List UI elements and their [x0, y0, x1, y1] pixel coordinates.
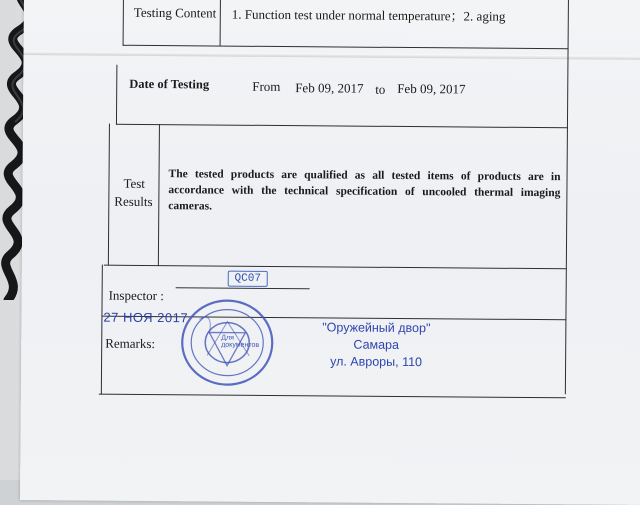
grid-line: [220, 0, 221, 47]
seal-word-1: Для: [221, 334, 234, 342]
address-line-2: Самара: [353, 337, 400, 352]
date-from-word: From: [252, 78, 281, 95]
grid-line: [108, 124, 110, 266]
company-address-stamp: [316, 319, 436, 371]
grid-line: [116, 65, 117, 125]
address-line-3: ул. Авроры, 110: [330, 354, 423, 370]
inspector-qc-stamp: QC07: [228, 271, 268, 287]
grid-line: [123, 45, 569, 50]
testing-content-label: Testing Content: [133, 4, 217, 21]
date-label: Date of Testing: [129, 76, 210, 92]
paper-fold: [23, 51, 640, 60]
testing-content-value: 1. Function test under normal temperature；2. aging: [231, 6, 506, 24]
test-report-page: [20, 0, 640, 505]
grid-line: [104, 265, 567, 270]
grid-line: [158, 124, 160, 266]
grid-line: [99, 394, 566, 399]
date-to: Feb 09, 2017: [397, 80, 466, 97]
grid-line: [101, 265, 103, 395]
test-results-text: The tested products are qualified as all tested items of products are in accordance with the technical specification of uncooled thermal imaging cameras.: [168, 168, 561, 213]
results-label-test: Test: [123, 175, 146, 191]
inspector-signature-line: [176, 287, 310, 289]
date-to-word: to: [375, 81, 386, 97]
received-date-stamp: 27 НОЯ 2017: [103, 309, 189, 326]
inspector-label: Inspector :: [108, 287, 164, 304]
remarks-label: Remarks:: [105, 335, 156, 352]
grid-line: [116, 124, 568, 129]
grid-line: [123, 0, 124, 46]
seal-inner-text: [221, 335, 259, 349]
address-line-1: "Оружейный двор": [322, 320, 431, 336]
seal-word-2: документов: [221, 341, 260, 349]
results-label-results: Results: [114, 193, 153, 210]
date-from: Feb 09, 2017: [295, 80, 364, 96]
